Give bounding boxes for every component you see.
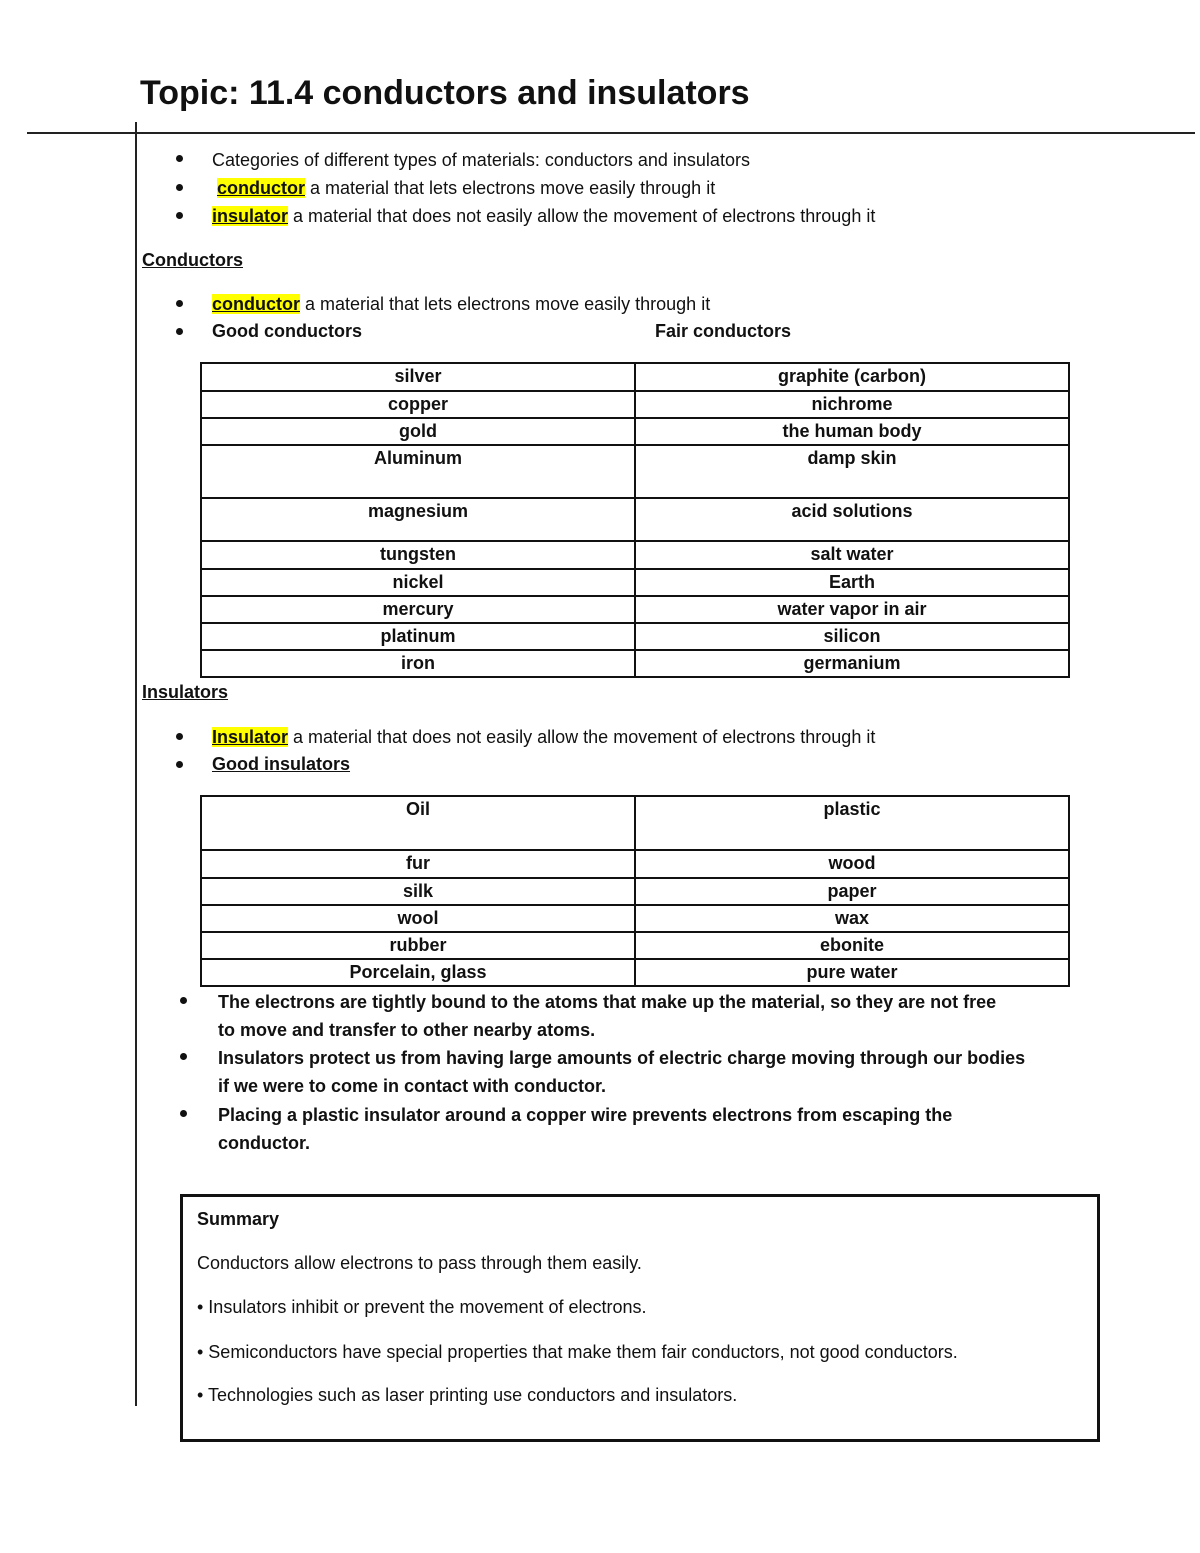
note-line: Insulators protect us from having large amounts of electric charge moving through our bodies [218, 1048, 1026, 1068]
table-row [201, 796, 1069, 850]
insulator-definition [212, 726, 875, 748]
table-row [201, 418, 1069, 445]
summary-heading: Summary [197, 1209, 280, 1229]
good-conductors-heading: Good conductors [212, 321, 362, 341]
note-line: The electrons are tightly bound to the atoms that make up the material, so they are not free [218, 992, 997, 1012]
good-conductor-cell: mercury [201, 596, 635, 623]
fair-conductor-cell: germanium [635, 650, 1069, 677]
conductor-definition [212, 293, 710, 315]
intro-item-text: a material that lets electrons move easily through it [305, 178, 716, 198]
good-insulators-heading: Good insulators [212, 754, 351, 774]
bullet-dot [180, 1110, 187, 1117]
intro-item [212, 205, 875, 227]
table-row [201, 932, 1069, 959]
horizontal-rule [27, 132, 1195, 134]
insulator-note [218, 1044, 1078, 1100]
insulator-cell: silk [201, 878, 635, 905]
table-row [201, 541, 1069, 569]
bullet-dot [176, 733, 183, 740]
insulators-heading: Insulators [142, 682, 229, 702]
fair-conductor-cell: Earth [635, 569, 1069, 596]
insulator-cell: pure water [635, 959, 1069, 986]
fair-conductor-cell: damp skin [635, 445, 1069, 498]
fair-conductor-cell: the human body [635, 418, 1069, 445]
table-row [201, 498, 1069, 541]
table-row [201, 959, 1069, 986]
term-insulator: Insulator [212, 727, 289, 747]
intro-item [212, 149, 750, 171]
bullet-dot [176, 155, 183, 162]
term-conductor: conductor [212, 294, 300, 314]
insulator-cell: wax [635, 905, 1069, 932]
fair-conductor-cell: salt water [635, 541, 1069, 569]
intro-item [217, 177, 715, 199]
bullet-dot [176, 184, 183, 191]
bullet-dot [176, 328, 183, 335]
fair-conductor-cell: water vapor in air [635, 596, 1069, 623]
bullet-dot [180, 1053, 187, 1060]
summary-box [180, 1194, 1100, 1442]
summary-line: • Technologies such as laser printing use conductors and insulators. [197, 1385, 738, 1405]
table-row [201, 878, 1069, 905]
summary-line: Conductors allow electrons to pass through them easily. [197, 1253, 642, 1273]
intro-item-text: Categories of different types of materials: conductors and insulators [212, 150, 750, 170]
bullet-dot [176, 212, 183, 219]
insulator-cell: rubber [201, 932, 635, 959]
note-line: Placing a plastic insulator around a copper wire prevents electrons from escaping the [218, 1105, 953, 1125]
insulators-table [200, 795, 1070, 987]
insulator-cell: paper [635, 878, 1069, 905]
note-line: to move and transfer to other nearby atoms. [218, 1020, 596, 1040]
bullet-dot [176, 761, 183, 768]
bullet-dot [180, 997, 187, 1004]
insulator-cell: wool [201, 905, 635, 932]
good-conductor-cell: magnesium [201, 498, 635, 541]
page-title: Topic: 11.4 conductors and insulators [140, 74, 750, 112]
fair-conductors-heading: Fair conductors [655, 321, 792, 341]
fair-conductor-cell: nichrome [635, 391, 1069, 418]
good-conductor-cell: tungsten [201, 541, 635, 569]
good-conductor-cell: gold [201, 418, 635, 445]
intro-item-text: a material that does not easily allow the movement of electrons through it [288, 206, 876, 226]
fair-conductor-cell: graphite (carbon) [635, 363, 1069, 391]
term-conductor: conductor [217, 178, 305, 198]
good-conductor-cell: copper [201, 391, 635, 418]
summary-line: • Semiconductors have special properties that make them fair conductors, not good conductors. [197, 1342, 958, 1362]
table-row [201, 905, 1069, 932]
table-row [201, 623, 1069, 650]
insulator-note [218, 1101, 1078, 1157]
note-line: if we were to come in contact with conductor. [218, 1076, 607, 1096]
insulator-note [218, 988, 1078, 1044]
summary-line: • Insulators inhibit or prevent the movement of electrons. [197, 1297, 647, 1317]
table-row [201, 596, 1069, 623]
insulator-cell: Porcelain, glass [201, 959, 635, 986]
table-row [201, 850, 1069, 878]
insulator-cell: ebonite [635, 932, 1069, 959]
conductors-table [200, 362, 1070, 678]
note-line: conductor. [218, 1133, 311, 1153]
fair-conductor-cell: silicon [635, 623, 1069, 650]
insulator-cell: fur [201, 850, 635, 878]
bullet-dot [176, 300, 183, 307]
table-row [201, 391, 1069, 418]
fair-conductor-cell: acid solutions [635, 498, 1069, 541]
good-conductor-cell: iron [201, 650, 635, 677]
table-row [201, 445, 1069, 498]
insulator-cell: Oil [201, 796, 635, 850]
term-insulator: insulator [212, 206, 289, 226]
table-row [201, 650, 1069, 677]
good-conductor-cell: nickel [201, 569, 635, 596]
insulator-cell: wood [635, 850, 1069, 878]
conductors-heading: Conductors [142, 250, 243, 270]
table-row [201, 569, 1069, 596]
good-conductor-cell: silver [201, 363, 635, 391]
vertical-rule [135, 122, 137, 1406]
insulator-cell: plastic [635, 796, 1069, 850]
table-row [201, 363, 1069, 391]
definition-text: a material that does not easily allow the movement of electrons through it [288, 727, 876, 747]
definition-text: a material that lets electrons move easily through it [300, 294, 711, 314]
good-conductor-cell: Aluminum [201, 445, 635, 498]
good-conductor-cell: platinum [201, 623, 635, 650]
